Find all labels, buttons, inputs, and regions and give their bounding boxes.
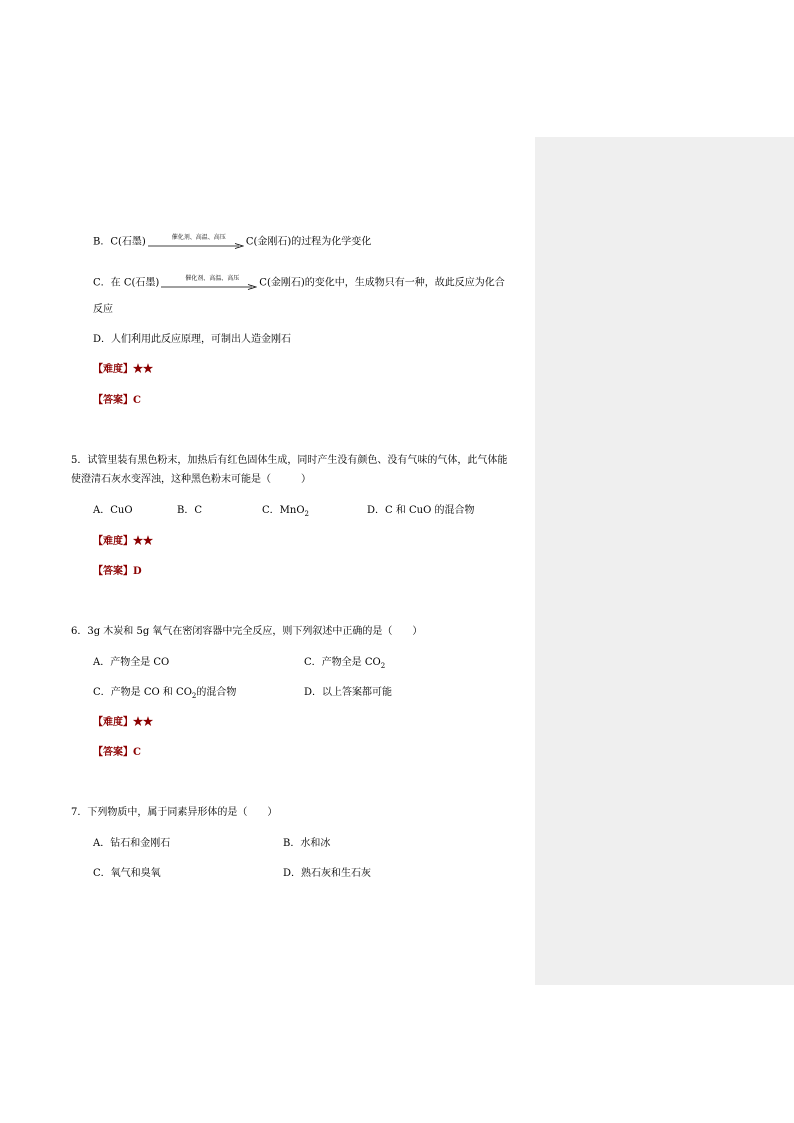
q6-option-d: D．以上答案都可能 [304, 687, 393, 698]
q6-stem: 6．3g 木炭和 5g 氧气在密闭容器中完全反应，则下列叙述中正确的是（ ） [71, 626, 423, 637]
q4-option-d: D．人们利用此反应原理，可制出人造金刚石 [93, 334, 292, 345]
q6-option-b-text: C．产物全是 CO [304, 657, 381, 668]
q5-option-c-text: C．MnO [262, 505, 305, 516]
answer-value: D [133, 566, 142, 577]
q4-option-b [93, 235, 371, 250]
reaction-arrow [161, 276, 257, 290]
q4-difficulty [93, 363, 153, 377]
subscript: 2 [380, 662, 386, 670]
difficulty-label: 【难度】 [93, 536, 133, 547]
q6-answer [93, 746, 141, 760]
q7-stem: 7．下列物质中，属于同素异形体的是（ ） [71, 807, 278, 818]
answer-value: C [133, 395, 141, 406]
answer-label: 【答案】 [93, 566, 133, 577]
reaction-condition: 催化剂、高温、高压 [171, 234, 226, 241]
difficulty-label: 【难度】 [93, 717, 133, 728]
q6-option-c-text-2: 的混合物 [196, 687, 237, 698]
subscript: 2 [191, 692, 197, 700]
answer-value: C [133, 747, 141, 758]
reaction-condition: 催化剂、高温、高压 [185, 275, 240, 282]
q5-option-d: D．C 和 CuO 的混合物 [367, 505, 475, 516]
q7-option-c: C．氧气和臭氧 [93, 868, 161, 879]
q5-option-a: A．CuO [93, 505, 133, 516]
reaction-arrow [148, 235, 244, 249]
q5-answer [93, 565, 142, 579]
q5-option-c [262, 504, 309, 518]
q4-answer [93, 394, 141, 408]
difficulty-stars: ★★ [133, 536, 153, 547]
q5-option-b: B．C [177, 505, 202, 516]
q7-option-d: D．熟石灰和生石灰 [283, 868, 372, 879]
q6-option-a: A．产物全是 CO [93, 657, 170, 668]
answer-label: 【答案】 [93, 395, 133, 406]
q6-option-c [93, 686, 236, 700]
q6-option-b [304, 656, 385, 670]
q7-option-a: A．钻石和金刚石 [93, 838, 171, 849]
difficulty-stars: ★★ [133, 364, 153, 375]
answer-label: 【答案】 [93, 747, 133, 758]
q4-option-c-cont: 反应 [93, 304, 113, 315]
difficulty-stars: ★★ [133, 717, 153, 728]
q4-option-c-text-2: C(金刚石)的变化中，生成物只有一种，故此反应为化合 [259, 277, 505, 289]
subscript: 2 [304, 510, 309, 518]
q6-option-c-text: C．产物是 CO 和 CO [93, 687, 192, 698]
q6-difficulty [93, 716, 153, 730]
q4-option-c-text: C．在 C(石墨) [93, 277, 160, 289]
q5-stem-1: 5．试管里装有黑色粉末，加热后有红色固体生成，同时产生没有颜色、没有气味的气体，此气体能 [71, 455, 508, 466]
q4-option-c [93, 276, 505, 291]
q5-difficulty [93, 535, 153, 549]
difficulty-label: 【难度】 [93, 364, 133, 375]
q7-option-b: B．水和冰 [283, 838, 331, 849]
q4-option-b-text-2: C(金刚石)的过程为化学变化 [245, 236, 372, 248]
q5-stem-2: 使澄清石灰水变浑浊，这种黑色粉末可能是（ ） [71, 474, 311, 485]
comment-pane [535, 137, 794, 985]
q4-option-b-text: B．C(石墨) [93, 236, 146, 248]
